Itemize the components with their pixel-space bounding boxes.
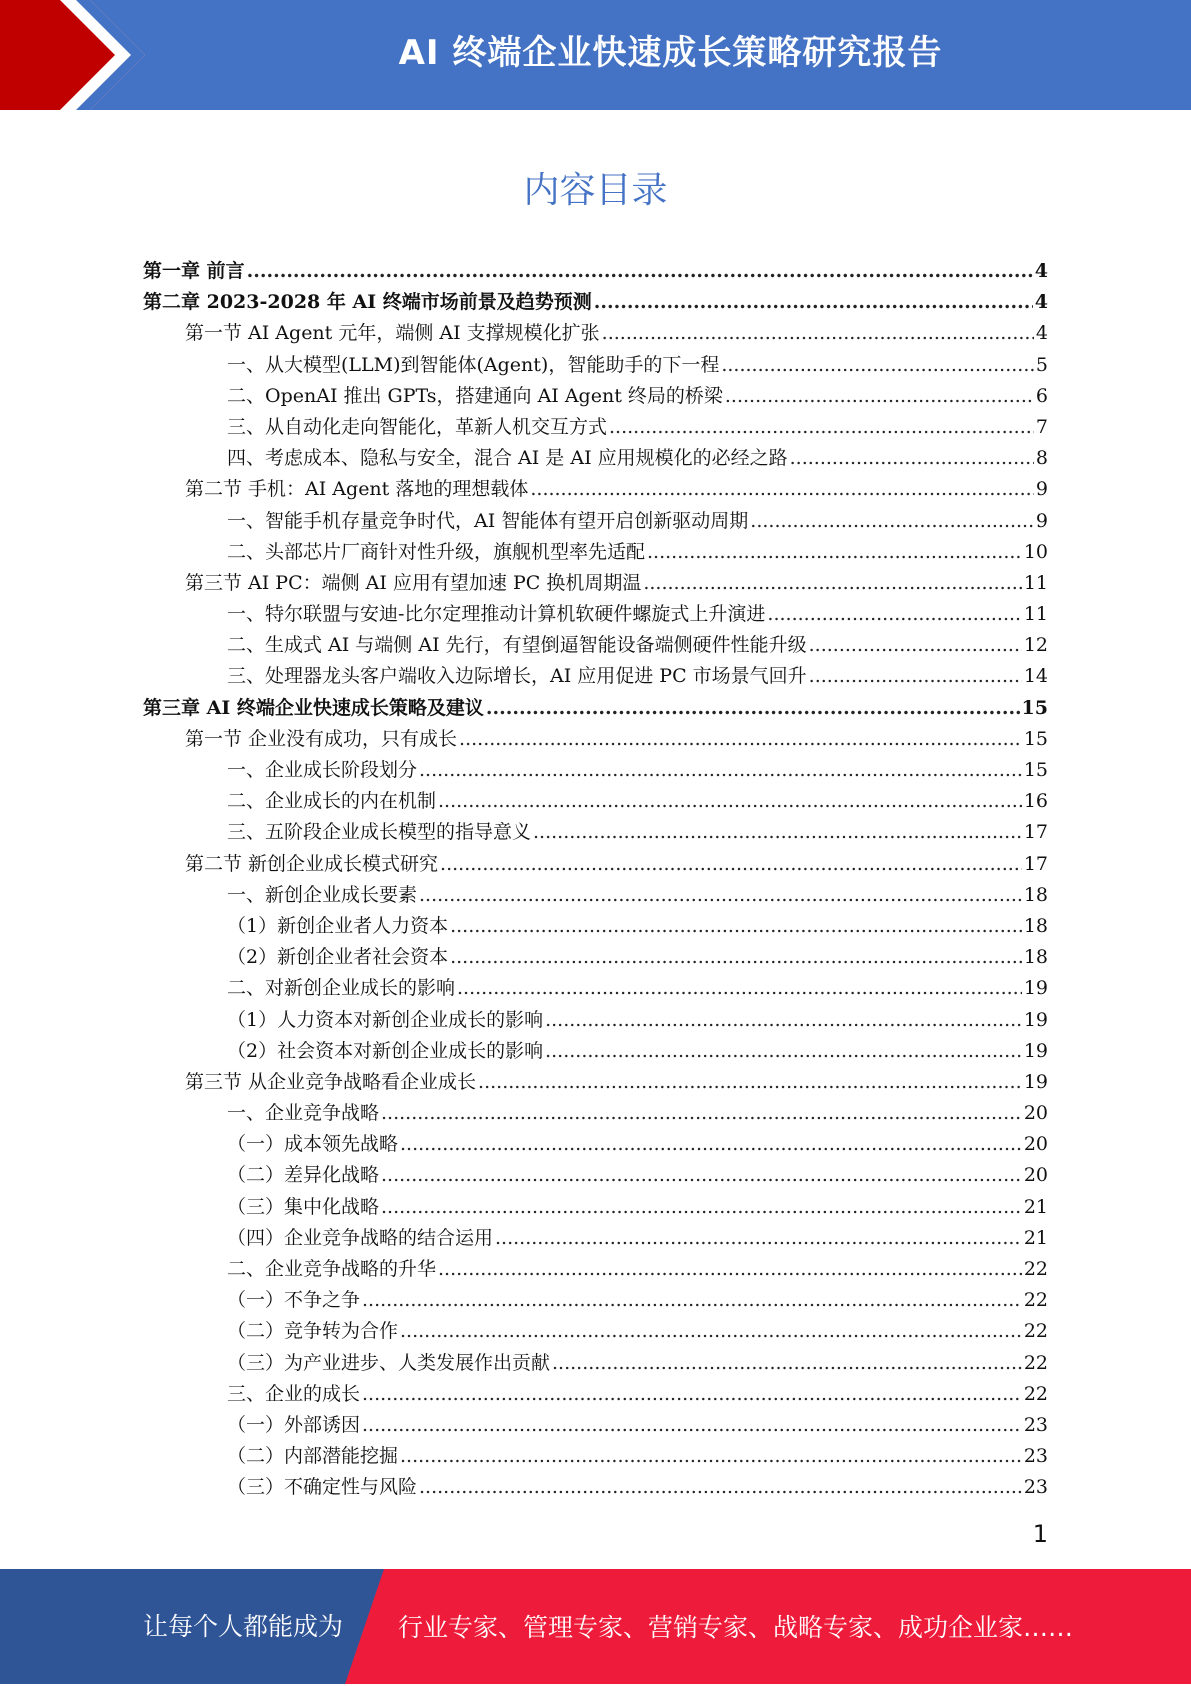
report-title: AI 终端企业快速成长策略研究报告 xyxy=(398,33,943,73)
toc-entry[interactable] xyxy=(143,256,1048,287)
toc-entry-label: 一、从大模型(LLM)到智能体(Agent)，智能助手的下一程 xyxy=(227,353,720,376)
toc-entry[interactable] xyxy=(143,443,1048,474)
toc-entry[interactable] xyxy=(143,1129,1048,1160)
toc-entry-page: 11 xyxy=(1023,603,1048,626)
toc-leader-dots xyxy=(362,1410,1022,1441)
toc-entry[interactable] xyxy=(143,1005,1048,1036)
toc-entry-page: 19 xyxy=(1023,1008,1048,1031)
toc-entry-label: （二）竞争转为合作 xyxy=(227,1320,399,1343)
toc-entry-label: 一、特尔联盟与安迪-比尔定理推动计算机软硬件螺旋式上升演进 xyxy=(227,603,766,626)
toc-entry-page: 20 xyxy=(1023,1133,1048,1156)
toc-entry[interactable] xyxy=(143,287,1048,318)
toc-leader-dots xyxy=(459,724,1022,755)
toc-entry[interactable] xyxy=(143,849,1048,880)
toc-leader-dots xyxy=(438,786,1022,817)
toc-leader-dots xyxy=(450,942,1022,973)
toc-entry-page: 20 xyxy=(1023,1164,1048,1187)
toc-leader-dots xyxy=(419,880,1022,911)
toc-leader-dots xyxy=(809,630,1022,661)
toc-leader-dots xyxy=(381,1160,1022,1191)
toc-entry-page: 12 xyxy=(1023,634,1048,657)
toc-entry[interactable] xyxy=(143,506,1048,537)
toc-entry-page: 17 xyxy=(1023,821,1048,844)
toc-leader-dots xyxy=(362,1379,1022,1410)
toc-entry[interactable] xyxy=(143,1441,1048,1472)
toc-entry-page: 15 xyxy=(1021,696,1048,719)
table-of-contents xyxy=(143,256,1048,1504)
toc-entry-label: （四）企业竞争战略的结合运用 xyxy=(227,1226,494,1249)
toc-entry-label: （二）差异化战略 xyxy=(227,1164,380,1187)
toc-leader-dots xyxy=(381,1192,1022,1223)
toc-entry[interactable] xyxy=(143,599,1048,630)
toc-leader-dots xyxy=(647,537,1022,568)
toc-entry[interactable] xyxy=(143,755,1048,786)
toc-entry-label: （2）社会资本对新创企业成长的影响 xyxy=(227,1039,544,1062)
toc-entry-page: 7 xyxy=(1035,415,1048,438)
toc-entry-label: 一、企业竞争战略 xyxy=(227,1102,380,1125)
toc-leader-dots xyxy=(419,1472,1022,1503)
toc-entry[interactable] xyxy=(143,786,1048,817)
toc-leader-dots xyxy=(419,755,1022,786)
toc-entry[interactable] xyxy=(143,474,1048,505)
toc-entry-label: 第二章 2023-2028 年 AI 终端市场前景及趋势预测 xyxy=(143,291,592,314)
toc-leader-dots xyxy=(400,1441,1022,1472)
toc-entry-page: 19 xyxy=(1023,1070,1048,1093)
toc-entry-page: 19 xyxy=(1023,1039,1048,1062)
toc-entry[interactable] xyxy=(143,1254,1048,1285)
toc-entry-label: 二、生成式 AI 与端侧 AI 先行，有望倒逼智能设备端侧硬件性能升级 xyxy=(227,634,807,657)
toc-leader-dots xyxy=(486,693,1020,724)
toc-leader-dots xyxy=(438,1254,1022,1285)
toc-entry-label: （三）为产业进步、人类发展作出贡献 xyxy=(227,1351,551,1374)
toc-entry-page: 6 xyxy=(1035,384,1048,407)
toc-entry-page: 22 xyxy=(1023,1351,1048,1374)
toc-leader-dots xyxy=(545,1005,1022,1036)
toc-entry-label: 三、从自动化走向智能化，革新人机交互方式 xyxy=(227,415,608,438)
toc-entry-page: 10 xyxy=(1023,540,1048,563)
toc-entry-page: 16 xyxy=(1023,790,1048,813)
toc-entry-label: 三、五阶段企业成长模型的指导意义 xyxy=(227,821,532,844)
toc-entry-label: 二、头部芯片厂商针对性升级，旗舰机型率先适配 xyxy=(227,540,646,563)
toc-leader-dots xyxy=(530,474,1034,505)
toc-entry-label: 二、企业成长的内在机制 xyxy=(227,790,437,813)
toc-entry[interactable] xyxy=(143,942,1048,973)
toc-entry-label: （一）成本领先战略 xyxy=(227,1133,399,1156)
toc-entry[interactable] xyxy=(143,1348,1048,1379)
toc-entry-label: 第三章 AI 终端企业快速成长策略及建议 xyxy=(143,696,484,719)
toc-entry-page: 22 xyxy=(1023,1382,1048,1405)
toc-entry[interactable] xyxy=(143,381,1048,412)
toc-leader-dots xyxy=(602,318,1034,349)
toc-entry-label: 四、考虑成本、隐私与安全，混合 AI 是 AI 应用规模化的必经之路 xyxy=(227,447,788,470)
toc-heading: 内容目录 xyxy=(523,170,668,211)
toc-entry-page: 23 xyxy=(1023,1413,1048,1436)
toc-entry[interactable] xyxy=(143,1160,1048,1191)
toc-entry-page: 18 xyxy=(1023,946,1048,969)
toc-entry[interactable] xyxy=(143,1098,1048,1129)
toc-entry-page: 20 xyxy=(1023,1102,1048,1125)
toc-entry-label: 二、企业竞争战略的升华 xyxy=(227,1258,437,1280)
toc-entry[interactable] xyxy=(143,1285,1048,1316)
toc-entry[interactable] xyxy=(143,568,1048,599)
toc-leader-dots xyxy=(478,1067,1022,1098)
toc-entry-label: （一）外部诱因 xyxy=(227,1413,361,1436)
toc-entry-page: 8 xyxy=(1035,447,1048,470)
toc-leader-dots xyxy=(247,256,1033,287)
toc-leader-dots xyxy=(400,1316,1022,1347)
toc-entry-page: 15 xyxy=(1023,759,1048,781)
toc-entry[interactable] xyxy=(143,973,1048,1004)
toc-entry-page: 4 xyxy=(1034,291,1048,314)
toc-entry-label: 一、新创企业成长要素 xyxy=(227,883,418,906)
toc-entry-page: 5 xyxy=(1035,353,1048,376)
toc-entry-label: 一、智能手机存量竞争时代，AI 智能体有望开启创新驱动周期 xyxy=(227,509,749,532)
toc-leader-dots xyxy=(643,568,1021,599)
toc-leader-dots xyxy=(609,412,1034,443)
toc-leader-dots xyxy=(750,506,1034,537)
toc-entry[interactable] xyxy=(143,661,1048,692)
toc-leader-dots xyxy=(450,911,1022,942)
toc-entry-page: 11 xyxy=(1023,571,1048,594)
toc-entry[interactable] xyxy=(143,693,1048,724)
toc-entry-label: 三、处理器龙头客户端收入边际增长，AI 应用促进 PC 市场景气回升 xyxy=(227,665,807,688)
toc-entry-page: 14 xyxy=(1023,665,1048,688)
toc-leader-dots xyxy=(381,1098,1022,1129)
toc-entry-page: 18 xyxy=(1023,883,1048,906)
toc-entry[interactable] xyxy=(143,318,1048,349)
toc-entry[interactable] xyxy=(143,817,1048,848)
toc-entry-label: 第三节 从企业竞争战略看企业成长 xyxy=(185,1070,477,1093)
toc-entry-page: 22 xyxy=(1023,1289,1048,1312)
toc-entry-page: 18 xyxy=(1023,914,1048,937)
toc-entry-page: 23 xyxy=(1023,1476,1048,1499)
toc-leader-dots xyxy=(552,1348,1022,1379)
toc-leader-dots xyxy=(767,599,1021,630)
toc-leader-dots xyxy=(545,1036,1022,1067)
toc-entry-label: （三）不确定性与风险 xyxy=(227,1476,418,1499)
toc-entry-page: 17 xyxy=(1023,852,1048,875)
toc-entry[interactable] xyxy=(143,1472,1048,1503)
page-number: 1 xyxy=(1032,1520,1048,1548)
toc-leader-dots xyxy=(725,381,1034,412)
toc-leader-dots xyxy=(594,287,1033,318)
toc-entry-label: （一）不争之争 xyxy=(227,1289,361,1312)
toc-entry[interactable] xyxy=(143,1410,1048,1441)
toc-entry-page: 15 xyxy=(1023,727,1048,750)
toc-leader-dots xyxy=(790,443,1034,474)
toc-entry[interactable] xyxy=(143,412,1048,443)
toc-entry[interactable] xyxy=(143,537,1048,568)
toc-leader-dots xyxy=(721,350,1034,381)
toc-entry-page: 9 xyxy=(1035,509,1048,532)
red-arrow-decoration xyxy=(0,0,160,110)
toc-entry[interactable] xyxy=(143,911,1048,942)
toc-entry-page: 21 xyxy=(1023,1226,1048,1249)
toc-leader-dots xyxy=(362,1285,1022,1316)
toc-entry-label: 第一节 企业没有成功，只有成长 xyxy=(185,727,458,750)
toc-entry[interactable] xyxy=(143,1192,1048,1223)
toc-leader-dots xyxy=(533,817,1022,848)
toc-leader-dots xyxy=(495,1223,1022,1254)
toc-entry-page: 23 xyxy=(1023,1445,1048,1468)
toc-entry[interactable] xyxy=(143,630,1048,661)
toc-entry-label: （1）新创企业者人力资本 xyxy=(227,914,449,937)
report-header xyxy=(0,0,1191,110)
toc-entry-label: 二、对新创企业成长的影响 xyxy=(227,977,456,1000)
toc-entry-label: （二）内部潜能挖掘 xyxy=(227,1445,399,1468)
toc-entry[interactable] xyxy=(143,1316,1048,1347)
toc-entry-label: 第二节 手机：AI Agent 落地的理想载体 xyxy=(185,478,529,501)
toc-entry[interactable] xyxy=(143,1223,1048,1254)
toc-entry-page: 4 xyxy=(1035,322,1048,345)
toc-entry-label: （三）集中化战略 xyxy=(227,1195,380,1218)
toc-leader-dots xyxy=(400,1129,1022,1160)
toc-entry-label: 第一章 前言 xyxy=(143,260,245,282)
toc-leader-dots xyxy=(457,973,1022,1004)
toc-entry[interactable] xyxy=(143,1036,1048,1067)
toc-entry-page: 9 xyxy=(1035,478,1048,501)
toc-entry-label: 第三节 AI PC：端侧 AI 应用有望加速 PC 换机周期温 xyxy=(185,571,642,594)
toc-entry[interactable] xyxy=(143,1067,1048,1098)
toc-leader-dots xyxy=(809,661,1022,692)
toc-entry-page: 21 xyxy=(1023,1195,1048,1218)
toc-entry-label: 二、OpenAI 推出 GPTs，搭建通向 AI Agent 终局的桥梁 xyxy=(227,384,723,407)
toc-leader-dots xyxy=(440,849,1022,880)
toc-entry[interactable] xyxy=(143,880,1048,911)
toc-entry-label: 三、企业的成长 xyxy=(227,1382,361,1405)
toc-entry-label: （2）新创企业者社会资本 xyxy=(227,946,449,969)
toc-entry-label: 第二节 新创企业成长模式研究 xyxy=(185,852,439,875)
footer-slogan-right: 行业专家、管理专家、营销专家、战略专家、成功企业家…… xyxy=(398,1613,1074,1642)
toc-entry-page: 4 xyxy=(1034,260,1048,282)
toc-entry-page: 22 xyxy=(1023,1258,1048,1280)
toc-entry[interactable] xyxy=(143,1379,1048,1410)
toc-entry-page: 19 xyxy=(1023,977,1048,1000)
toc-entry-label: 一、企业成长阶段划分 xyxy=(227,759,418,781)
toc-entry[interactable] xyxy=(143,350,1048,381)
toc-entry-label: （1）人力资本对新创企业成长的影响 xyxy=(227,1008,544,1031)
toc-entry[interactable] xyxy=(143,724,1048,755)
toc-entry-page: 22 xyxy=(1023,1320,1048,1343)
toc-entry-label: 第一节 AI Agent 元年，端侧 AI 支撑规模化扩张 xyxy=(185,322,600,345)
footer-slogan-left: 让每个人都能成为 xyxy=(143,1612,344,1641)
